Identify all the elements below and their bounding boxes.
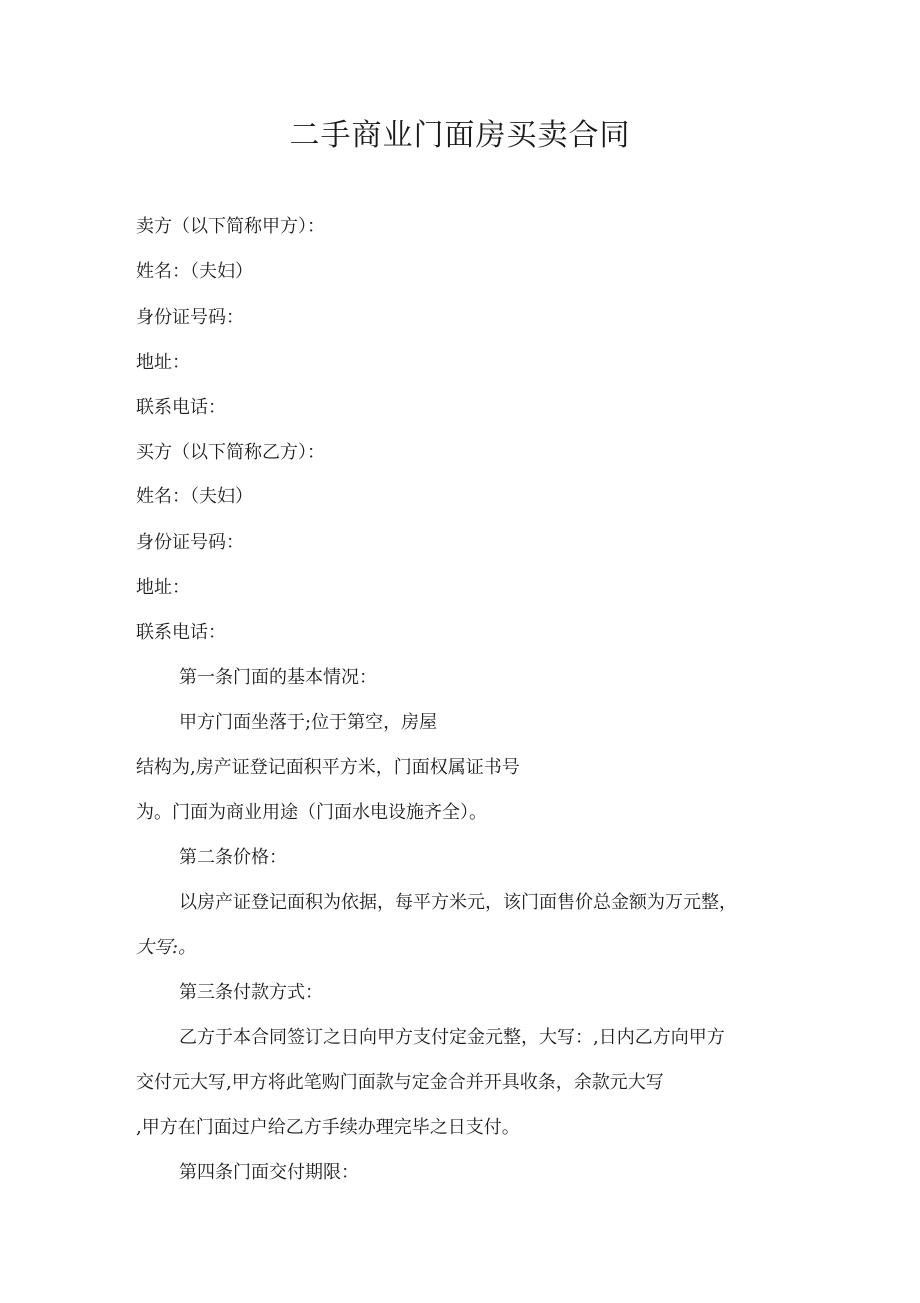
buyer-address-field: 地址： [136, 577, 190, 598]
seller-id-field: 身份证号码： [136, 307, 244, 328]
seller-heading: 卖方（以下简称甲方）： [136, 216, 325, 237]
article-4-heading: 第四条门面交付期限： [179, 1162, 359, 1183]
seller-name-field: 姓名：（夫妇） [136, 261, 253, 282]
seller-address-field: 地址： [136, 352, 190, 373]
seller-phone-field: 联系电话： [136, 397, 226, 418]
buyer-phone-field: 联系电话： [136, 622, 226, 643]
buyer-heading: 买方（以下简称乙方）： [136, 442, 325, 463]
article-2-text-line: 大写:。 [136, 937, 197, 958]
article-3-text-line: 乙方于本合同签订之日向甲方支付定金元整，大写：,日内乙方向甲方 [179, 1027, 725, 1048]
article-1-text-line: 为。门面为商业用途（门面水电设施齐全）。 [136, 802, 487, 823]
article-2-heading: 第二条价格： [179, 847, 287, 868]
document-title: 二手商业门面房买卖合同 [289, 118, 631, 153]
article-1-text-line: 甲方门面坐落于;位于第空，房屋 [179, 712, 438, 733]
buyer-id-field: 身份证号码： [136, 532, 244, 553]
article-1-text-line: 结构为,房产证登记面积平方米，门面权属证书号 [136, 757, 520, 778]
article-2-text-line: 以房产证登记面积为依据，每平方米元，该门面售价总金额为万元整， [179, 892, 737, 913]
buyer-name-field: 姓名：（夫妇） [136, 486, 253, 507]
article-1-heading: 第一条门面的基本情况： [179, 667, 377, 688]
article-3-heading: 第三条付款方式： [179, 982, 323, 1003]
article-3-text-line: ,甲方在门面过户给乙方手续办理完毕之日支付。 [136, 1117, 520, 1138]
article-3-text-line: 交付元大写,甲方将此笔购门面款与定金合并开具收条，余款元大写 [136, 1072, 664, 1093]
